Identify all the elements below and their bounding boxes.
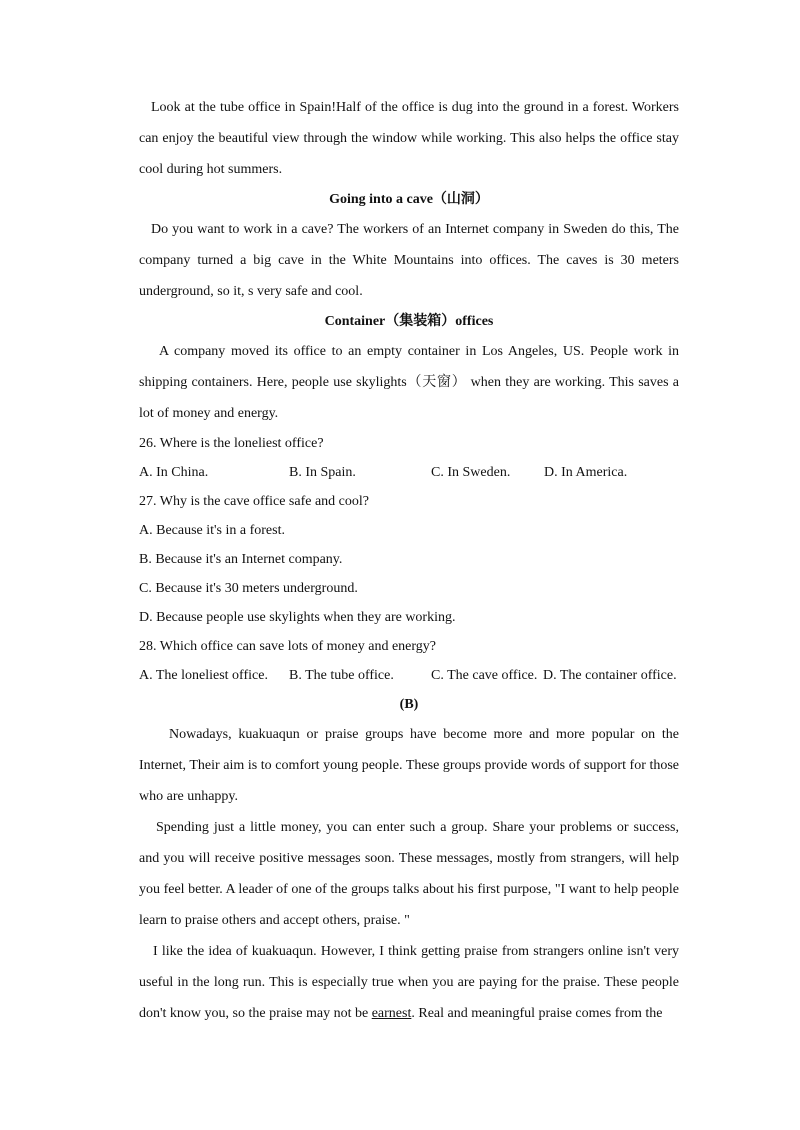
passage-b-paragraph-spending-money: Spending just a little money, you can enter such a group. Share your problems or success, and you will receive positive messages soon. These messages, mostly from strangers, will help you feel better. A leader of one of the groups talks about his first purpose, "I want to help people learn to praise others and accept others, praise. "	[139, 820, 679, 928]
question-27-option-b: B. Because it's an Internet company.	[139, 552, 343, 567]
question-28-option-d: D. The container office.	[543, 668, 677, 683]
passage-a-paragraph-cave-office: Do you want to work in a cave? The workers of an Internet company in Sweden do this, The company turned a big cave in the White Mountains into offices. The caves is 30 meters underground, so it, s very safe and cool.	[139, 222, 679, 299]
question-26-option-a: A. In China.	[139, 465, 209, 480]
question-28-option-b: B. The tube office.	[289, 668, 394, 683]
question-26-option-c: C. In Sweden.	[431, 465, 511, 480]
heading-cave: Going into a cave（山洞）	[329, 192, 489, 207]
question-28-option-a: A. The loneliest office.	[139, 668, 268, 683]
question-26-options	[139, 458, 679, 487]
opinion-text-start: I like the idea of kuakuaqun. However, I think getting praise from strangers online isn't very useful in the long run. This is especially true when you are paying for the praise. These people don't know you, so the praise may not be	[139, 944, 679, 1021]
passage-b-paragraph-opinion	[139, 936, 679, 1029]
question-27-stem: 27. Why is the cave office safe and cool?	[139, 494, 370, 509]
opinion-text-end: . Real and meaningful praise comes from the	[411, 1006, 663, 1021]
question-28-stem: 28. Which office can save lots of money and energy?	[139, 639, 437, 654]
question-26-stem: 26. Where is the loneliest office?	[139, 436, 324, 451]
question-26-option-b: B. In Spain.	[289, 465, 356, 480]
question-27-option-c: C. Because it's 30 meters underground.	[139, 581, 358, 596]
question-26-option-d: D. In America.	[544, 465, 628, 480]
passage-a-paragraph-container-office: A company moved its office to an empty container in Los Angeles, US. People work in shipping containers. Here, people use skylights（天窗） when they are working. This saves a lot of money and energy.	[139, 344, 679, 421]
passage-b-label: (B)	[399, 697, 419, 712]
question-27-option-d: D. Because people use skylights when they are working.	[139, 610, 456, 625]
question-28-option-c: C. The cave office.	[431, 668, 538, 683]
exam-page	[139, 92, 679, 1029]
passage-b-paragraph-praise-groups: Nowadays, kuakuaqun or praise groups have become more and more popular on the Internet, Their aim is to comfort young people. These groups provide words of support for those who are unhappy.	[139, 727, 679, 804]
question-27-option-a: A. Because it's in a forest.	[139, 523, 285, 538]
question-28-options	[139, 661, 679, 690]
underlined-word-earnest: earnest	[371, 1006, 412, 1021]
passage-a-paragraph-tube-office: Look at the tube office in Spain!Half of the office is dug into the ground in a forest. Workers can enjoy the beautiful view through the window while working. This also helps the office stay cool during hot summers.	[139, 100, 679, 177]
heading-container: Container（集装箱）offices	[324, 314, 494, 329]
